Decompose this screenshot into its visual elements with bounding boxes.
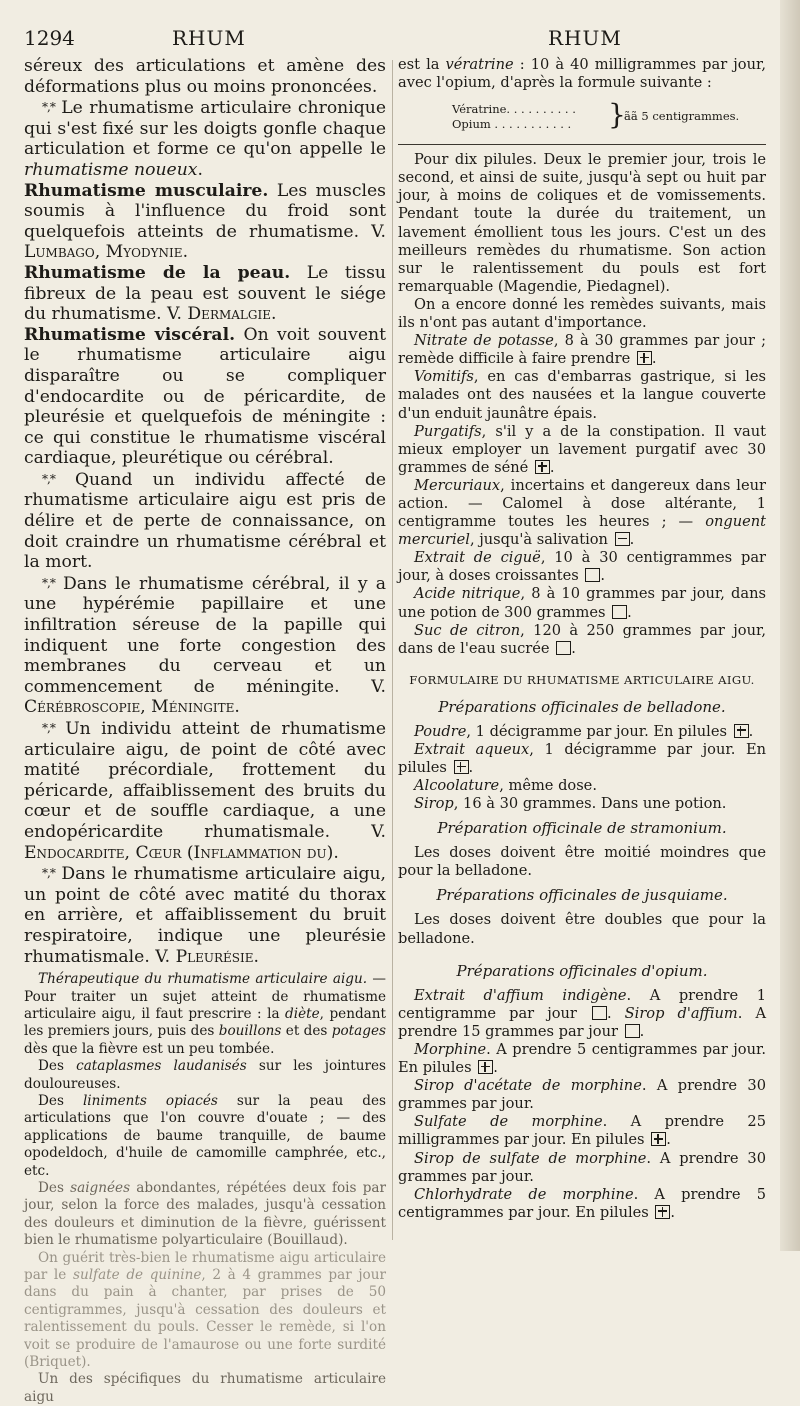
asterism: *,* (42, 471, 55, 486)
heading-rhumatisme-visceral: Rhumatisme viscéral. (24, 324, 236, 345)
box-plus-icon (454, 760, 469, 774)
box-empty-icon (585, 568, 600, 582)
asterism: *,* (42, 866, 55, 881)
box-plus-icon (651, 1132, 666, 1146)
left-column (24, 26, 386, 1406)
cross-ref-pleuresie: Pleurésie (175, 946, 254, 967)
remedy-acide-nitrique: Acide nitrique, 8 à 10 grammes par jour, dans une potion de 300 grammes . (398, 585, 766, 621)
paragraph-cataplasmes: Des cataplasmes laudanisés sur les jointures douloureuses. (24, 1058, 386, 1092)
paragraph-rhumatisme-cerebral: *,* Dans le rhumatisme cérébral, il y a une hypérémie papillaire et une infiltration séreuse de la papille qui indiquent une forte congestion des membranes du cerveau et un commencement de méningite. V. Cérébroscopie, Méningite. (24, 573, 386, 718)
remedy-nitrate-potasse: Nitrate de potasse, 8 à 30 grammes par jour ; remède difficile à faire prendre . (398, 332, 766, 368)
formulary-title: FORMULAIRE DU RHUMATISME ARTICULAIRE AIGU. (409, 672, 755, 687)
cross-ref-endocardite: Endocardite, Cœur (Inflammation du) (24, 842, 334, 863)
term-rhumatisme-noueux: rhumatisme noueux (24, 159, 198, 180)
paragraph-pour-dix-pilules: Pour dix pilules. Deux le premier jour, trois le second, et ainsi de suite, jusqu'à sept ou huit par jour, à moins de coliques et de vomissements. Pendant toute la durée du traitement, un lavement émollient tous les jours. C'est un des meilleurs remèdes du rhumatisme. Son action sur le ralentissement du pouls est fort remarquable (Magendie, Piedagnel). (398, 151, 766, 295)
box-empty-icon (612, 605, 627, 619)
paragraph-therapeutique: Thérapeutique du rhumatisme articulaire aigu. — Pour traiter un sujet atteint de rhumatisme articulaire aigu, il faut prescrire : la diète, pendant les premiers jours, puis des bouillons et des potages dès que la fièvre est un peu tombée. (24, 971, 386, 1057)
cross-ref-dermalgie: Dermalgie (187, 304, 271, 325)
cross-ref-lumbago: Lumbago, Myodynie (24, 242, 183, 263)
paragraph-rhumatisme-visceral: Rhumatisme viscéral. On voit souvent le rhumatisme articulaire aigu disparaître ou se compliquer d'endocardite ou de péricardite, de pleurésie et quelquefois de méningite : ce qui constitue le rhumatisme viscéral cardiaque, pleurétique ou cérébral. (24, 324, 386, 469)
prep-opium-title: Préparations officinales d'opium. (456, 961, 708, 980)
box-plus-icon (478, 1060, 493, 1074)
heading-therapeutique: Thérapeutique du rhumatisme articulaire aigu. (38, 971, 368, 988)
box-empty-icon (625, 1024, 640, 1038)
remedy-vomitifs: Vomitifs, en cas d'embarras gastrique, si les malades ont des nausées et la langue couverte d'un enduit jaunâtre épais. (398, 368, 766, 422)
box-plus-icon (535, 460, 550, 474)
formula-dose: ãã 5 centigrammes. (624, 109, 740, 124)
paragraph-sulfate-quinine: On guérit très-bien le rhumatisme aigu articulaire par le sulfate de quinine, 2 à 4 grammes par jour dans du pain à chanter, par prises de 50 centigrammes, jusqu'à cessation des douleurs et ralentissement du pouls. Cesser le remède, si l'on voit se produire de l'amaurose ou une forte surdité (Briquet). (24, 1249, 386, 1371)
paragraph-veratrine: est la vératrine : 10 à 40 milligrammes par jour, avec l'opium, d'après la formule suivante : (398, 56, 766, 92)
belladone-poudre: Poudre, 1 décigramme par jour. En pilules . (414, 722, 754, 740)
running-head-left (24, 26, 386, 56)
paragraph-remedes-suivants: On a encore donné les remèdes suivants, mais ils n'ont pas autant d'importance. (398, 295, 766, 332)
brace-icon: } (608, 98, 626, 132)
remedy-purgatifs: Purgatifs, s'il y a de la constipation. Il vaut mieux employer un lavement purgatif avec 30 grammes de séné . (398, 422, 766, 476)
paragraph-deformations: séreux des articulations et amène des déformations plus ou moins prononcées. (24, 56, 386, 97)
jusquiame-doses: Les doses doivent être doubles que pour la belladone. (398, 911, 766, 947)
prep-jusquiame-title: Préparations officinales de jusquiame. (436, 886, 728, 905)
paragraph-rhumatisme-musculaire: Rhumatisme musculaire. Les muscles soumis à l'influence du froid sont quelquefois atteints de rhumatisme. V. Lumbago, Myodynie. (24, 180, 386, 263)
belladone-sirop: Sirop, 16 à 30 grammes. Dans une potion. (414, 795, 727, 813)
paragraph-pleuresie: *,* Dans le rhumatisme articulaire aigu, un point de côté avec matité du thorax en arrière, et affaiblissement du bruit respiratoire, indique une pleurésie rhumatismale. V. Pleurésie. (24, 864, 386, 967)
remedy-mercuriaux: Mercuriaux, incertains et dangereux dans leur action. — Calomel à dose altérante, 1 centigramme toutes les heures ; — onguent mercuriel, jusqu'à salivation . (398, 476, 767, 549)
box-empty-icon (556, 641, 571, 655)
paragraph-liniments: Des liniments opiacés sur la peau des articulations que l'on couvre d'ouate ; — des applications de baume tranquille, de baume opodeldoch, d'huile de camomille camphrée, etc., etc. (24, 1092, 386, 1179)
cross-ref-cerebroscopie: Cérébroscopie, Méningite (24, 697, 235, 718)
asterism: *,* (42, 100, 55, 115)
paragraph-endopericardite: *,* Un individu atteint de rhumatisme articulaire aigu, de point de côté avec matité précordiale, frottement du péricarde, affaiblissement des bruits du cœur et de souffle cardiaque, a une endopéricardite rhumatismale. V. Endocardite, Cœur (Inflammation du). (24, 719, 386, 863)
belladone-extrait: Extrait aqueux, 1 décigramme par jour. En pilules . (398, 740, 766, 776)
opium-chlorhydrate: Chlorhydrate de morphine. A prendre 5 centigrammes par jour. En pilules . (398, 1185, 766, 1221)
asterism: *,* (42, 721, 55, 735)
running-title-left: RHUM (172, 26, 246, 50)
opium-extrait-affium: Extrait d'affium indigène. A prendre 1 centigramme par jour . Sirop d'affium. A prendre 15 grammes par jour . (398, 986, 767, 1040)
formula-rule (398, 144, 766, 145)
box-plus-icon (655, 1205, 670, 1219)
prep-stramonium-title: Préparation officinale de stramonium. (437, 819, 727, 838)
page-gutter-shadow (780, 0, 800, 1251)
page-number: 1294 (24, 26, 75, 50)
opium-sirop-sulfate: Sirop de sulfate de morphine. A prendre 30 grammes par jour. (398, 1149, 766, 1185)
paragraph-rhumatisme-noueux: *,* Le rhumatisme articulaire chronique qui s'est fixé sur les doigts gonfle chaque articulation et forme ce qu'on appelle le rhumatisme noueux. (24, 98, 386, 180)
opium-morphine: Morphine. A prendre 5 centigrammes par jour. En pilules . (398, 1040, 766, 1077)
box-plus-icon (734, 724, 749, 738)
box-empty-icon (592, 1006, 607, 1020)
paragraph-delire: *,* Quand un individu affecté de rhumatisme articulaire aigu est pris de délire et de perte de connaissance, on doit craindre un rhumatisme cérébral et la mort. (24, 469, 386, 573)
heading-rhumatisme-musculaire: Rhumatisme musculaire. (24, 180, 269, 201)
right-column (398, 26, 766, 1222)
heading-rhumatisme-peau: Rhumatisme de la peau. (24, 262, 291, 283)
running-title-right: RHUM (548, 26, 622, 50)
opium-sulfate-morphine: Sulfate de morphine. A prendre 25 milligrammes par jour. En pilules . (398, 1113, 766, 1149)
formula-veratrine-opium (398, 99, 766, 137)
belladone-alcoolature: Alcoolature, même dose. (414, 777, 597, 795)
column-divider (392, 60, 393, 1240)
box-plus-icon (637, 351, 652, 365)
paragraph-specifiques: Un des spécifiques du rhumatisme articulaire aigu (24, 1371, 386, 1405)
formula-ingredient-opium: Opium . . . . . . . . . . . (452, 117, 572, 132)
running-head-right (398, 26, 766, 56)
formula-ingredient-veratrine: Vératrine. . . . . . . . . . (452, 102, 576, 117)
asterism: *,* (42, 575, 55, 590)
remedy-extrait-cigue: Extrait de ciguë, 10 à 30 centigrammes par jour, à doses croissantes . (398, 549, 766, 585)
stramonium-doses: Les doses doivent être moitié moindres que pour la belladone. (398, 844, 766, 880)
paragraph-saignees: Des saignées abondantes, répétées deux fois par jour, selon la force des malades, jusqu'à cessation des douleurs et diminution de la fièvre, guérissent bien le rhumatisme polyarticulaire (Bouillaud). (24, 1180, 386, 1249)
prep-belladone-title: Préparations officinales de belladone. (438, 697, 726, 716)
box-minus-icon (615, 532, 630, 546)
remedy-suc-citron: Suc de citron, 120 à 250 grammes par jour, dans de l'eau sucrée . (398, 621, 766, 657)
paragraph-rhumatisme-peau: Rhumatisme de la peau. Le tissu fibreux de la peau est souvent le siége du rhumatisme. V. Dermalgie. (24, 262, 386, 325)
opium-sirop-acetate: Sirop d'acétate de morphine. A prendre 30 grammes par jour. (398, 1077, 766, 1113)
